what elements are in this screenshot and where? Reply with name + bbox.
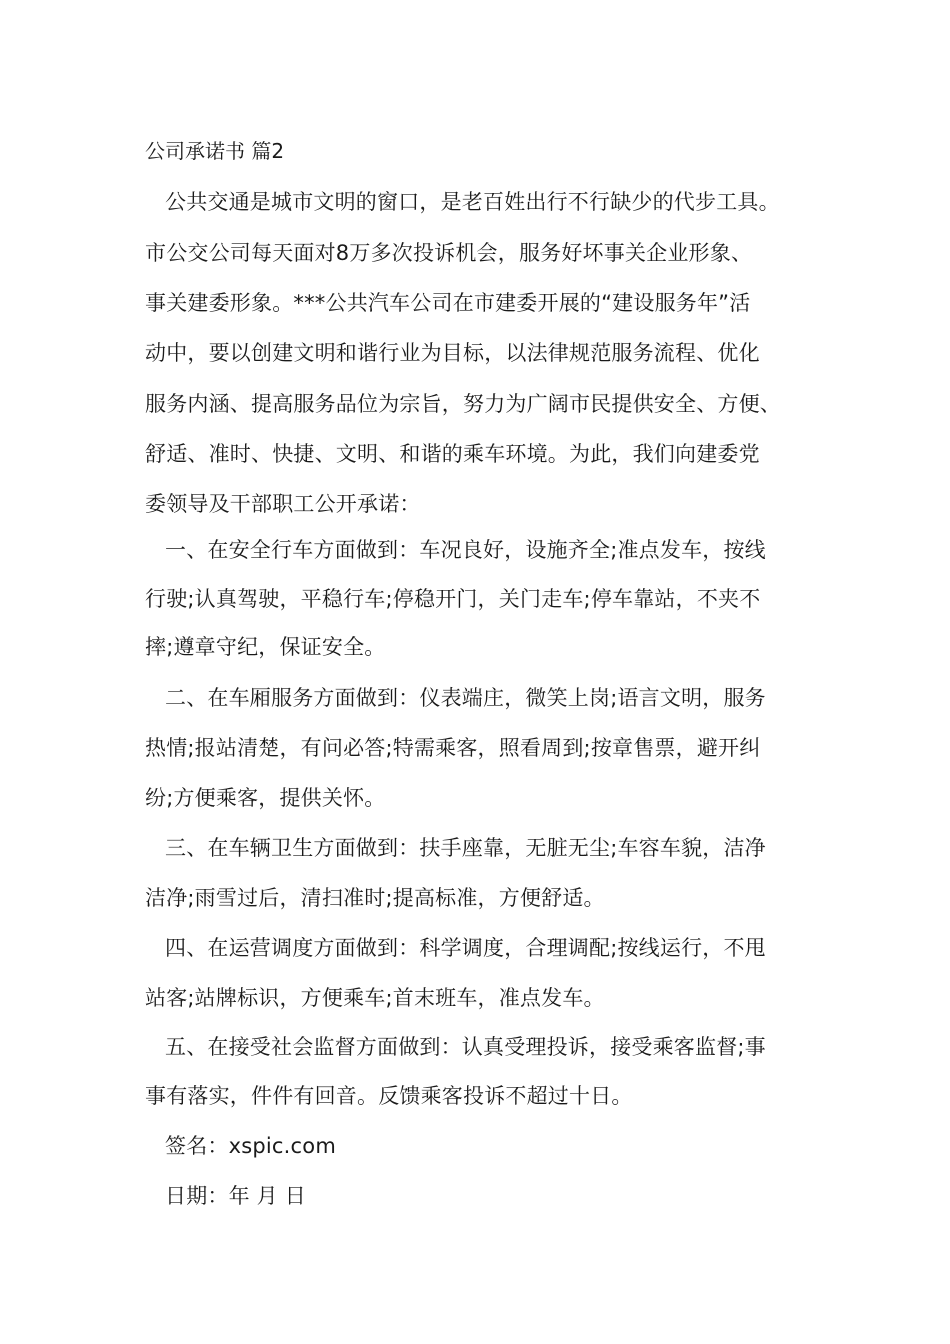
- paragraph-3-line-2: 热情;报站清楚，有问必答;特需乘客，照看周到;按章售票，避开纠: [145, 736, 761, 760]
- paragraph-1-line-2: 市公交公司每天面对8万多次投诉机会，服务好坏事关企业形象、: [145, 241, 753, 265]
- paragraph-3-line-3: 纷;方便乘客，提供关怀。: [145, 786, 386, 810]
- paragraph-6-line-1: 五、在接受社会监督方面做到：认真受理投诉，接受乘客监督;事: [165, 1035, 766, 1059]
- paragraph-2-line-1: 一、在安全行车方面做到：车况良好，设施齐全;准点发车，按线: [165, 538, 766, 562]
- paragraph-5-line-1: 四、在运营调度方面做到：科学调度，合理调配;按线运行，不甩: [165, 936, 766, 960]
- paragraph-5-line-2: 站客;站牌标识，方便乘车;首末班车，准点发车。: [145, 986, 605, 1010]
- paragraph-3-line-1: 二、在车厢服务方面做到：仪表端庄，微笑上岗;语言文明，服务: [165, 686, 766, 710]
- paragraph-6-line-2: 事有落实，件件有回音。反馈乘客投诉不超过十日。: [145, 1084, 633, 1108]
- paragraph-1-line-5: 服务内涵、提高服务品位为宗旨，努力为广阔市民提供安全、方便、: [145, 392, 781, 416]
- paragraph-1-line-4: 动中，要以创建文明和谐行业为目标，以法律规范服务流程、优化: [145, 341, 760, 365]
- paragraph-2-line-2: 行驶;认真驾驶，平稳行车;停稳开门，关门走车;停车靠站，不夹不: [145, 587, 761, 611]
- paragraph-4-line-2: 洁净;雨雪过后，清扫准时;提高标准，方便舒适。: [145, 886, 605, 910]
- signature-line: 签名：xspic.com: [165, 1134, 337, 1158]
- paragraph-4-line-1: 三、在车辆卫生方面做到：扶手座靠，无脏无尘;车容车貌，洁净: [165, 836, 766, 860]
- paragraph-1-line-7: 委领导及干部职工公开承诺：: [145, 492, 421, 516]
- paragraph-1-line-3: 事关建委形象。***公共汽车公司在市建委开展的“建设服务年”活: [145, 291, 751, 315]
- paragraph-1-line-6: 舒适、准时、快捷、文明、和谐的乘车环境。为此，我们向建委党: [145, 442, 760, 466]
- paragraph-2-line-3: 摔;遵章守纪，保证安全。: [145, 635, 386, 659]
- document-title: 公司承诺书 篇2: [145, 139, 285, 163]
- paragraph-1-line-1: 公共交通是城市文明的窗口，是老百姓出行不行缺少的代步工具。: [165, 190, 780, 214]
- date-line: 日期：年 月 日: [165, 1184, 306, 1208]
